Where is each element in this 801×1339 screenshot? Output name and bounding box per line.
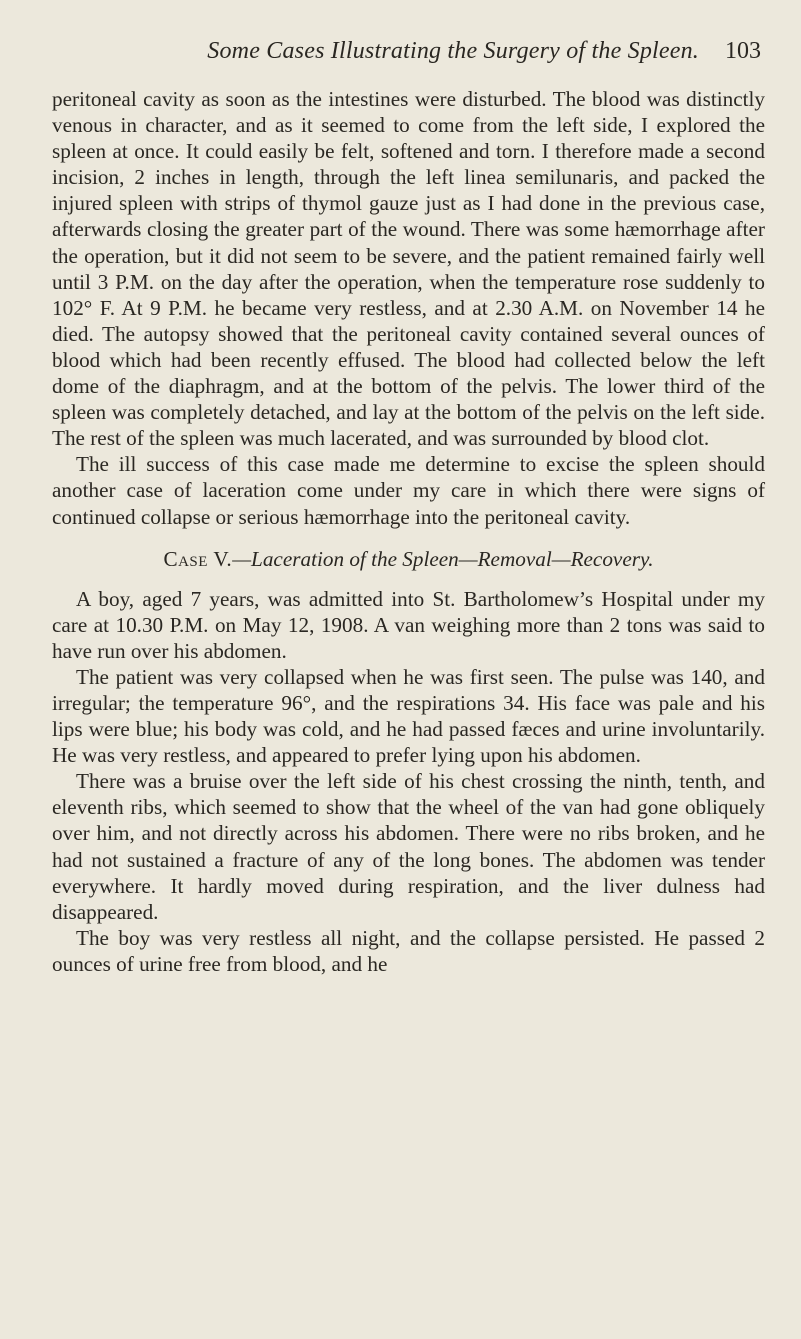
paragraph: The ill success of this case made me determine to excise the spleen should another case of laceration come under my care in which there were signs of continued collapse or serious hæmorrhage into the peritoneal cavity.: [52, 452, 765, 529]
case-heading: [52, 546, 765, 572]
paragraph: The patient was very collapsed when he was first seen. The pulse was 140, and irregular; the temperature 96°, and the respirations 34. His face was pale and his lips were blue; his body was cold, and he had passed fæces and urine involuntarily. He was very restless, and appeared to prefer lying upon his abdomen.: [52, 664, 765, 768]
paragraph-continued: peritoneal cavity as soon as the intestines were disturbed. The blood was distinctly venous in character, and as it seemed to come from the left side, I explored the spleen at once. It could easily be felt, softened and torn. I therefore made a second incision, 2 inches in length, through the left linea semilunaris, and packed the injured spleen with strips of thymol gauze just as I had done in the previous case, afterwards closing the greater part of the wound. There was some hæmorrhage after the operation, but it did not seem to be severe, and the patient remained fairly well until 3 P.M. on the day after the operation, when the temperature rose suddenly to 102° F. At 9 P.M. he became very restless, and at 2.30 A.M. on November 14 he died. The autopsy showed that the peritoneal cavity contained several ounces of blood which had been recently effused. The blood had collected below the left dome of the diaphragm, and at the bottom of the pelvis. The lower third of the spleen was completely detached, and lay at the bottom of the pelvis on the left side. The rest of the spleen was much lacerated, and was surrounded by blood clot.: [52, 87, 765, 451]
paragraph: There was a bruise over the left side of his chest crossing the ninth, tenth, and eleventh ribs, which seemed to show that the wheel of the van had gone obliquely over him, and not directly across his abdomen. There were no ribs broken, and he had not sustained a fracture of any of the long bones. The abdomen was tender everywhere. It hardly moved during respiration, and the liver dulness had disappeared.: [52, 769, 765, 924]
case-title: —Laceration of the Spleen—Removal—Recovery.: [232, 546, 654, 571]
page-number: 103: [725, 38, 761, 64]
case-label: Case V.: [163, 546, 233, 571]
paragraph: The boy was very restless all night, and the collapse persisted. He passed 2 ounces of urine free from blood, and he: [52, 925, 765, 976]
paragraph: A boy, aged 7 years, was admitted into St. Bartholomew’s Hospital under my care at 10.30 P.M. on May 12, 1908. A van weighing more than 2 tons was said to have run over his abdomen.: [52, 586, 765, 663]
running-head: [52, 38, 765, 74]
running-title: Some Cases Illustrating the Surgery of the Spleen.: [207, 38, 699, 64]
body-text: [52, 86, 765, 977]
